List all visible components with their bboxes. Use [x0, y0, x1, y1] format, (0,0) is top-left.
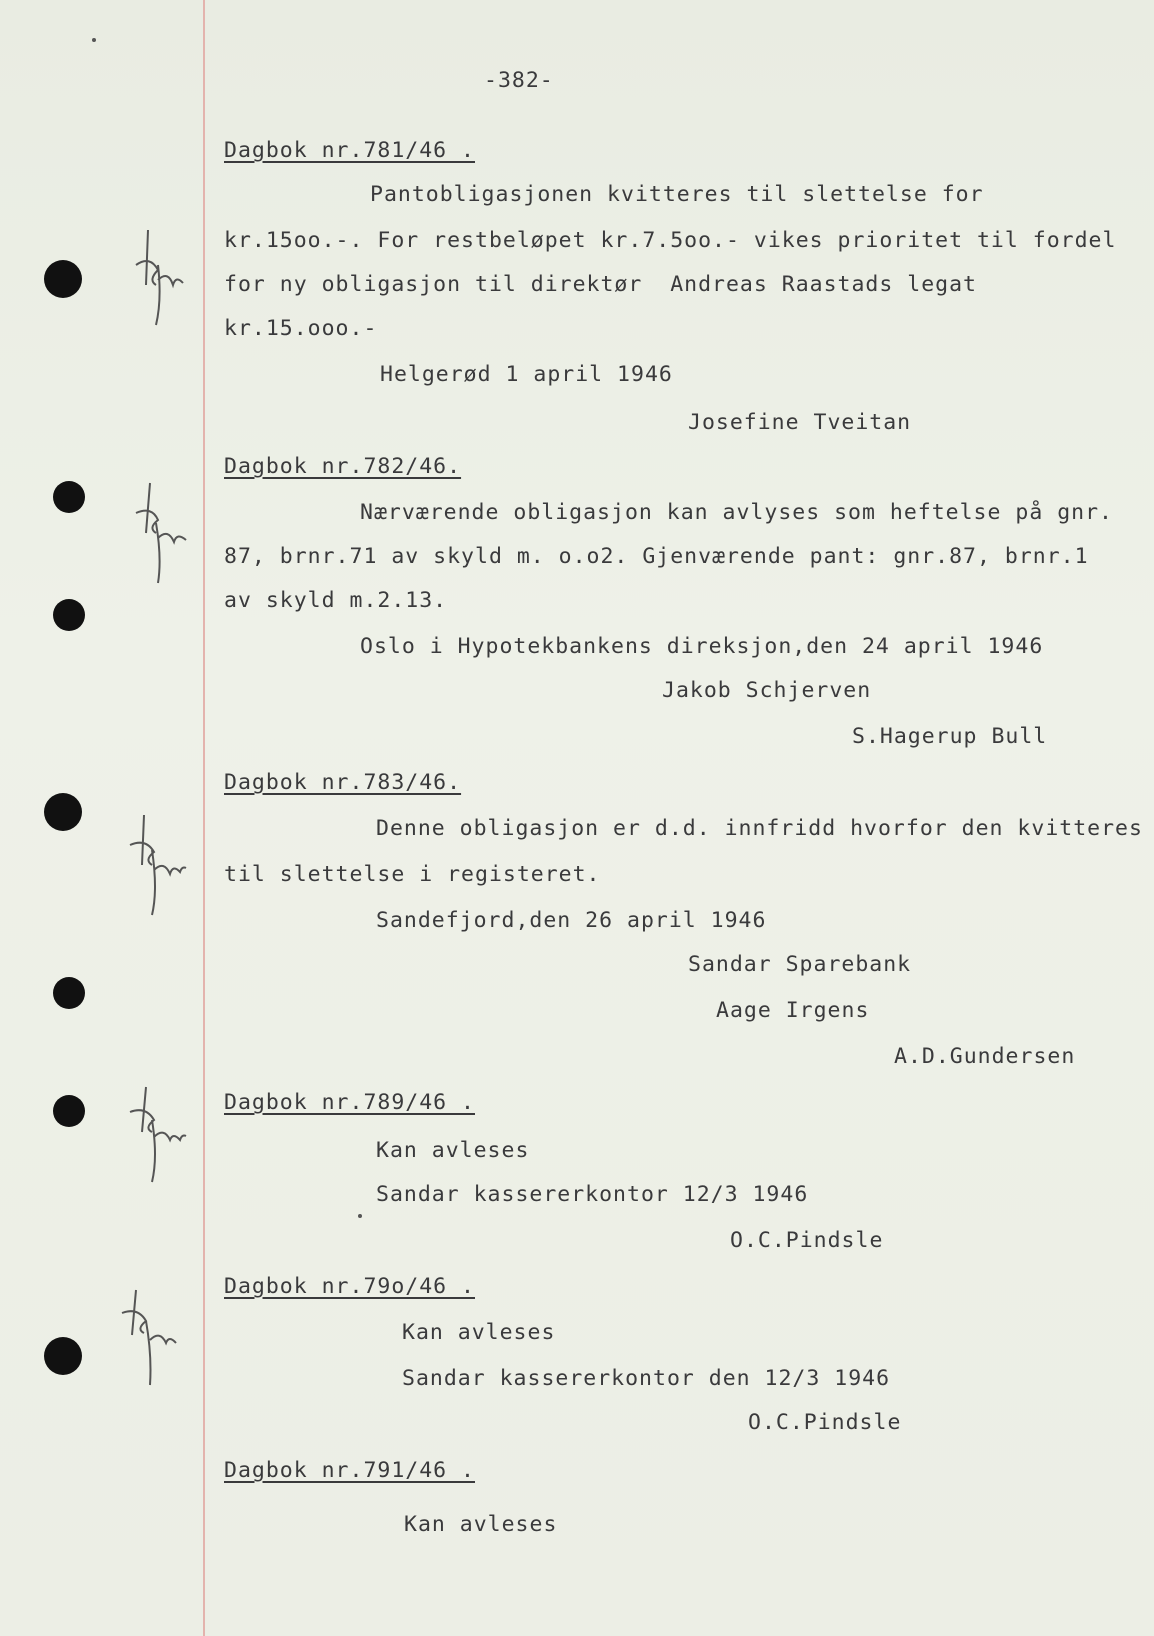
handwritten-initials — [124, 810, 194, 920]
punch-hole — [53, 1095, 85, 1127]
entry-heading: Dagbok nr.791/46 . — [224, 1458, 475, 1483]
entry-text-line: kr.15oo.-. For restbeløpet kr.7.5oo.- vikes prioritet til fordel — [224, 228, 1117, 253]
margin-rule — [203, 0, 205, 1636]
punch-hole — [53, 481, 85, 513]
entry-place-date: Oslo i Hypotekbankens direksjon,den 24 april 1946 — [360, 634, 1044, 659]
handwritten-initials — [128, 478, 198, 588]
entry-signature: O.C.Pindsle — [730, 1228, 884, 1253]
entry-place-date: Sandefjord,den 26 april 1946 — [376, 908, 767, 933]
entry-text-line: til slettelse i registeret. — [224, 862, 601, 887]
punch-hole — [53, 599, 85, 631]
ink-speck — [92, 38, 96, 42]
entry-text-line: for ny obligasjon til direktør Andreas Raastads legat — [224, 272, 977, 297]
punch-hole — [44, 793, 82, 831]
entry-text-line: kr.15.ooo.- — [224, 316, 378, 341]
entry-heading: Dagbok nr.789/46 . — [224, 1090, 475, 1115]
handwritten-initials — [128, 225, 198, 335]
handwritten-initials — [118, 1285, 188, 1395]
entry-signature: Aage Irgens — [716, 998, 870, 1023]
entry-signature: Sandar Sparebank — [688, 952, 912, 977]
entry-text-line: Kan avleses — [402, 1320, 556, 1345]
page-number: -382- — [484, 68, 554, 93]
entry-heading: Dagbok nr.782/46. — [224, 454, 462, 479]
punch-hole — [44, 260, 82, 298]
entry-text-line: Pantobligasjonen kvitteres til slettelse for — [370, 182, 984, 207]
entry-text-line: Nærværende obligasjon kan avlyses som heftelse på gnr. — [360, 500, 1113, 525]
entry-place-date: Sandar kassererkontor den 12/3 1946 — [402, 1366, 891, 1391]
entry-signature: Josefine Tveitan — [688, 410, 912, 435]
entry-heading: Dagbok nr.783/46. — [224, 770, 462, 795]
handwritten-initials — [124, 1082, 194, 1192]
entry-signature: O.C.Pindsle — [748, 1410, 902, 1435]
entry-text-line: 87, brnr.71 av skyld m. o.o2. Gjenværende pant: gnr.87, brnr.1 — [224, 544, 1089, 569]
entry-text-line: Kan avleses — [376, 1138, 530, 1163]
entry-heading: Dagbok nr.79o/46 . — [224, 1274, 475, 1299]
entry-place-date: Helgerød 1 april 1946 — [380, 362, 673, 387]
entry-text-line: Kan avleses — [404, 1512, 558, 1537]
entry-signature: Jakob Schjerven — [662, 678, 872, 703]
entry-signature: S.Hagerup Bull — [852, 724, 1048, 749]
entry-heading: Dagbok nr.781/46 . — [224, 138, 475, 163]
entry-signature: A.D.Gundersen — [894, 1044, 1076, 1069]
punch-hole — [44, 1337, 82, 1375]
entry-place-date: Sandar kassererkontor 12/3 1946 — [376, 1182, 809, 1207]
ink-speck — [358, 1214, 362, 1218]
punch-hole — [53, 977, 85, 1009]
entry-text-line: Denne obligasjon er d.d. innfridd hvorfor den kvitteres — [376, 816, 1143, 841]
entry-text-line: av skyld m.2.13. — [224, 588, 448, 613]
